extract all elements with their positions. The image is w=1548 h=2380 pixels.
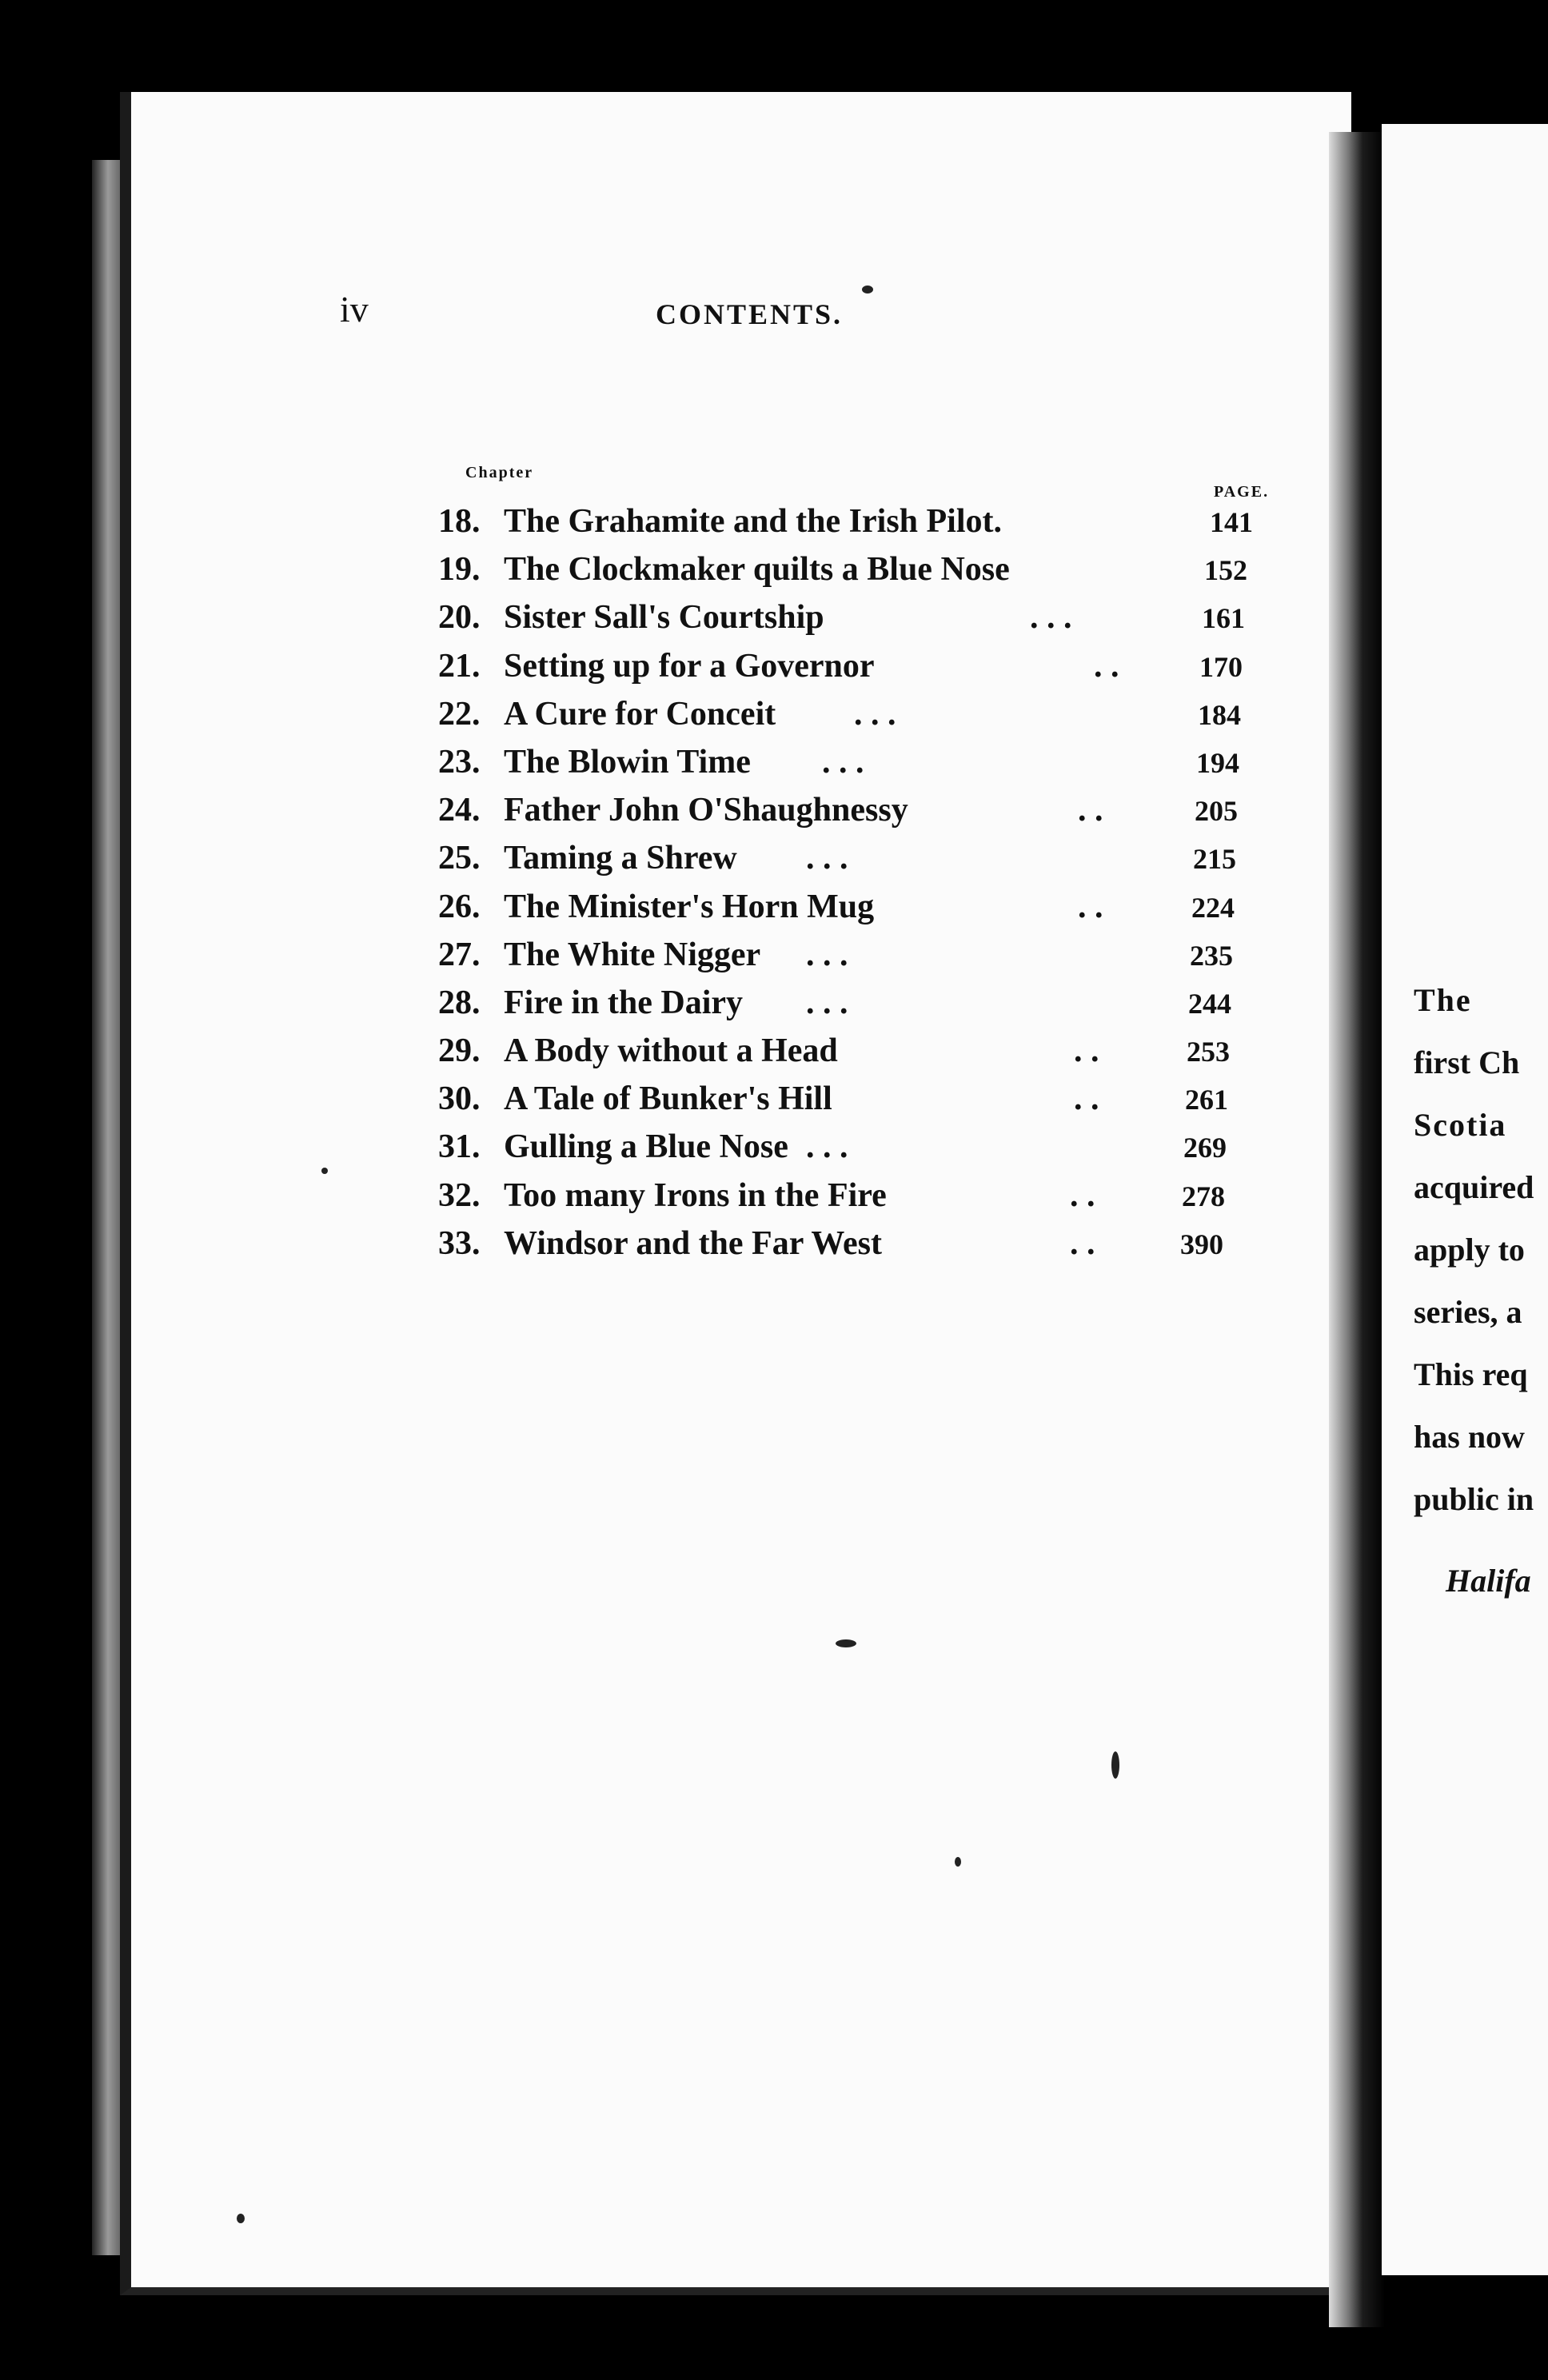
- contents-entry: [438, 1080, 1302, 1128]
- chapter-title: A Body without a Head: [504, 1032, 838, 1070]
- chapter-page: 205: [1195, 795, 1238, 828]
- leader-dots: . .: [1078, 888, 1103, 925]
- right-page-line: public in: [1414, 1481, 1534, 1517]
- page-column-heading: PAGE.: [1214, 483, 1270, 501]
- chapter-title: A Cure for Conceit: [504, 695, 776, 733]
- chapter-page: 261: [1185, 1084, 1228, 1116]
- right-page: [1382, 124, 1548, 2275]
- chapter-number: 31.: [438, 1128, 481, 1166]
- chapter-title: The Minister's Horn Mug: [504, 888, 875, 925]
- chapter-number: 33.: [438, 1224, 481, 1262]
- contents-entry: [438, 647, 1302, 695]
- chapter-title: The Clockmaker quilts a Blue Nose: [504, 551, 1010, 589]
- contents-entry: [438, 984, 1302, 1032]
- contents-entry: [438, 1128, 1302, 1176]
- chapter-title: Father John O'Shaughnessy: [504, 792, 908, 829]
- right-page-line: first Ch: [1414, 1044, 1520, 1080]
- contents-entry: [438, 791, 1302, 839]
- contents-entry: [438, 743, 1302, 791]
- chapter-page: 152: [1204, 554, 1247, 587]
- leader-dots: . .: [1078, 792, 1103, 829]
- leader-dots: . . .: [806, 1128, 848, 1166]
- right-page-line: series, a: [1414, 1294, 1522, 1330]
- chapter-page: 269: [1183, 1132, 1227, 1164]
- right-page-line: The: [1414, 982, 1472, 1018]
- leader-dots: . .: [1074, 1032, 1099, 1070]
- leader-dots: . . .: [806, 936, 848, 973]
- leader-dots: . . .: [806, 984, 848, 1021]
- right-page-line: has now: [1414, 1419, 1525, 1455]
- leader-dots: . .: [1070, 1176, 1095, 1214]
- leader-dots: . .: [1094, 647, 1119, 685]
- chapter-page: 215: [1193, 843, 1236, 876]
- chapter-title: Gulling a Blue Nose: [504, 1128, 788, 1166]
- chapter-title: A Tale of Bunker's Hill: [504, 1080, 832, 1118]
- chapter-title: Windsor and the Far West: [504, 1224, 882, 1262]
- chapter-title: Too many Irons in the Fire: [504, 1176, 887, 1214]
- contents-entry: [438, 839, 1302, 887]
- chapter-page: 253: [1187, 1036, 1230, 1068]
- chapter-page: 141: [1210, 506, 1253, 538]
- chapter-title: Fire in the Dairy: [504, 984, 744, 1021]
- leader-dots: . . .: [806, 840, 848, 877]
- right-page-line: Halifa: [1446, 1563, 1531, 1599]
- chapter-number: 28.: [438, 984, 481, 1021]
- contents-entry: [438, 1176, 1302, 1224]
- chapter-number: 24.: [438, 792, 481, 829]
- right-page-line: acquired: [1414, 1169, 1534, 1205]
- leader-dots: . . .: [822, 743, 864, 781]
- chapter-page: 194: [1196, 746, 1239, 779]
- chapter-title: The White Nigger: [504, 936, 761, 973]
- chapter-title: Setting up for a Governor: [504, 647, 875, 685]
- right-page-line: Scotia: [1414, 1107, 1507, 1143]
- scan-speck: [836, 1639, 856, 1647]
- page-number: iv: [340, 289, 369, 329]
- chapter-number: 19.: [438, 551, 481, 589]
- chapter-page: 244: [1188, 987, 1231, 1020]
- chapter-title: Taming a Shrew: [504, 840, 737, 877]
- leader-dots: . . .: [854, 695, 896, 733]
- contents-entry: [438, 695, 1302, 743]
- scan-speck: [862, 286, 873, 294]
- contents-entry: [438, 1032, 1302, 1080]
- scan-speck: [955, 1857, 961, 1867]
- contents-entry: [438, 502, 1302, 550]
- contents-entry: [438, 1224, 1302, 1272]
- chapter-page: 390: [1180, 1228, 1223, 1260]
- chapter-page: 184: [1198, 698, 1241, 731]
- chapter-page: 170: [1199, 650, 1243, 683]
- chapter-number: 29.: [438, 1032, 481, 1070]
- contents-entry: [438, 936, 1302, 984]
- chapter-page: 161: [1202, 602, 1245, 635]
- chapter-number: 21.: [438, 647, 481, 685]
- scan-speck: [321, 1168, 328, 1174]
- book-gutter: [1329, 132, 1385, 2327]
- chapter-number: 22.: [438, 695, 481, 733]
- right-page-line: This req: [1414, 1356, 1528, 1392]
- page-title: CONTENTS.: [656, 298, 844, 330]
- contents-entry: [438, 550, 1302, 598]
- chapter-number: 23.: [438, 743, 481, 781]
- chapter-title: The Blowin Time: [504, 743, 751, 781]
- chapter-number: 30.: [438, 1080, 481, 1118]
- chapter-page: 235: [1190, 939, 1233, 972]
- right-page-line: apply to: [1414, 1232, 1525, 1268]
- chapter-number: 20.: [438, 599, 481, 637]
- chapter-page: 224: [1191, 891, 1235, 924]
- contents-entry: [438, 888, 1302, 936]
- chapter-title: Sister Sall's Courtship: [504, 599, 824, 637]
- chapter-page: 278: [1182, 1180, 1225, 1212]
- chapter-number: 27.: [438, 936, 481, 973]
- scan-speck: [237, 2214, 245, 2223]
- chapter-column-heading: Chapter: [465, 464, 534, 481]
- contents-entry: [438, 598, 1302, 646]
- chapter-number: 26.: [438, 888, 481, 925]
- contents-list: [438, 502, 1302, 1272]
- chapter-number: 18.: [438, 503, 481, 540]
- chapter-number: 25.: [438, 840, 481, 877]
- scan-speck: [1111, 1751, 1119, 1779]
- leader-dots: . .: [1074, 1080, 1099, 1118]
- leader-dots: . . .: [1030, 599, 1072, 637]
- leader-dots: . .: [1070, 1224, 1095, 1262]
- chapter-number: 32.: [438, 1176, 481, 1214]
- chapter-title: The Grahamite and the Irish Pilot.: [504, 503, 1003, 540]
